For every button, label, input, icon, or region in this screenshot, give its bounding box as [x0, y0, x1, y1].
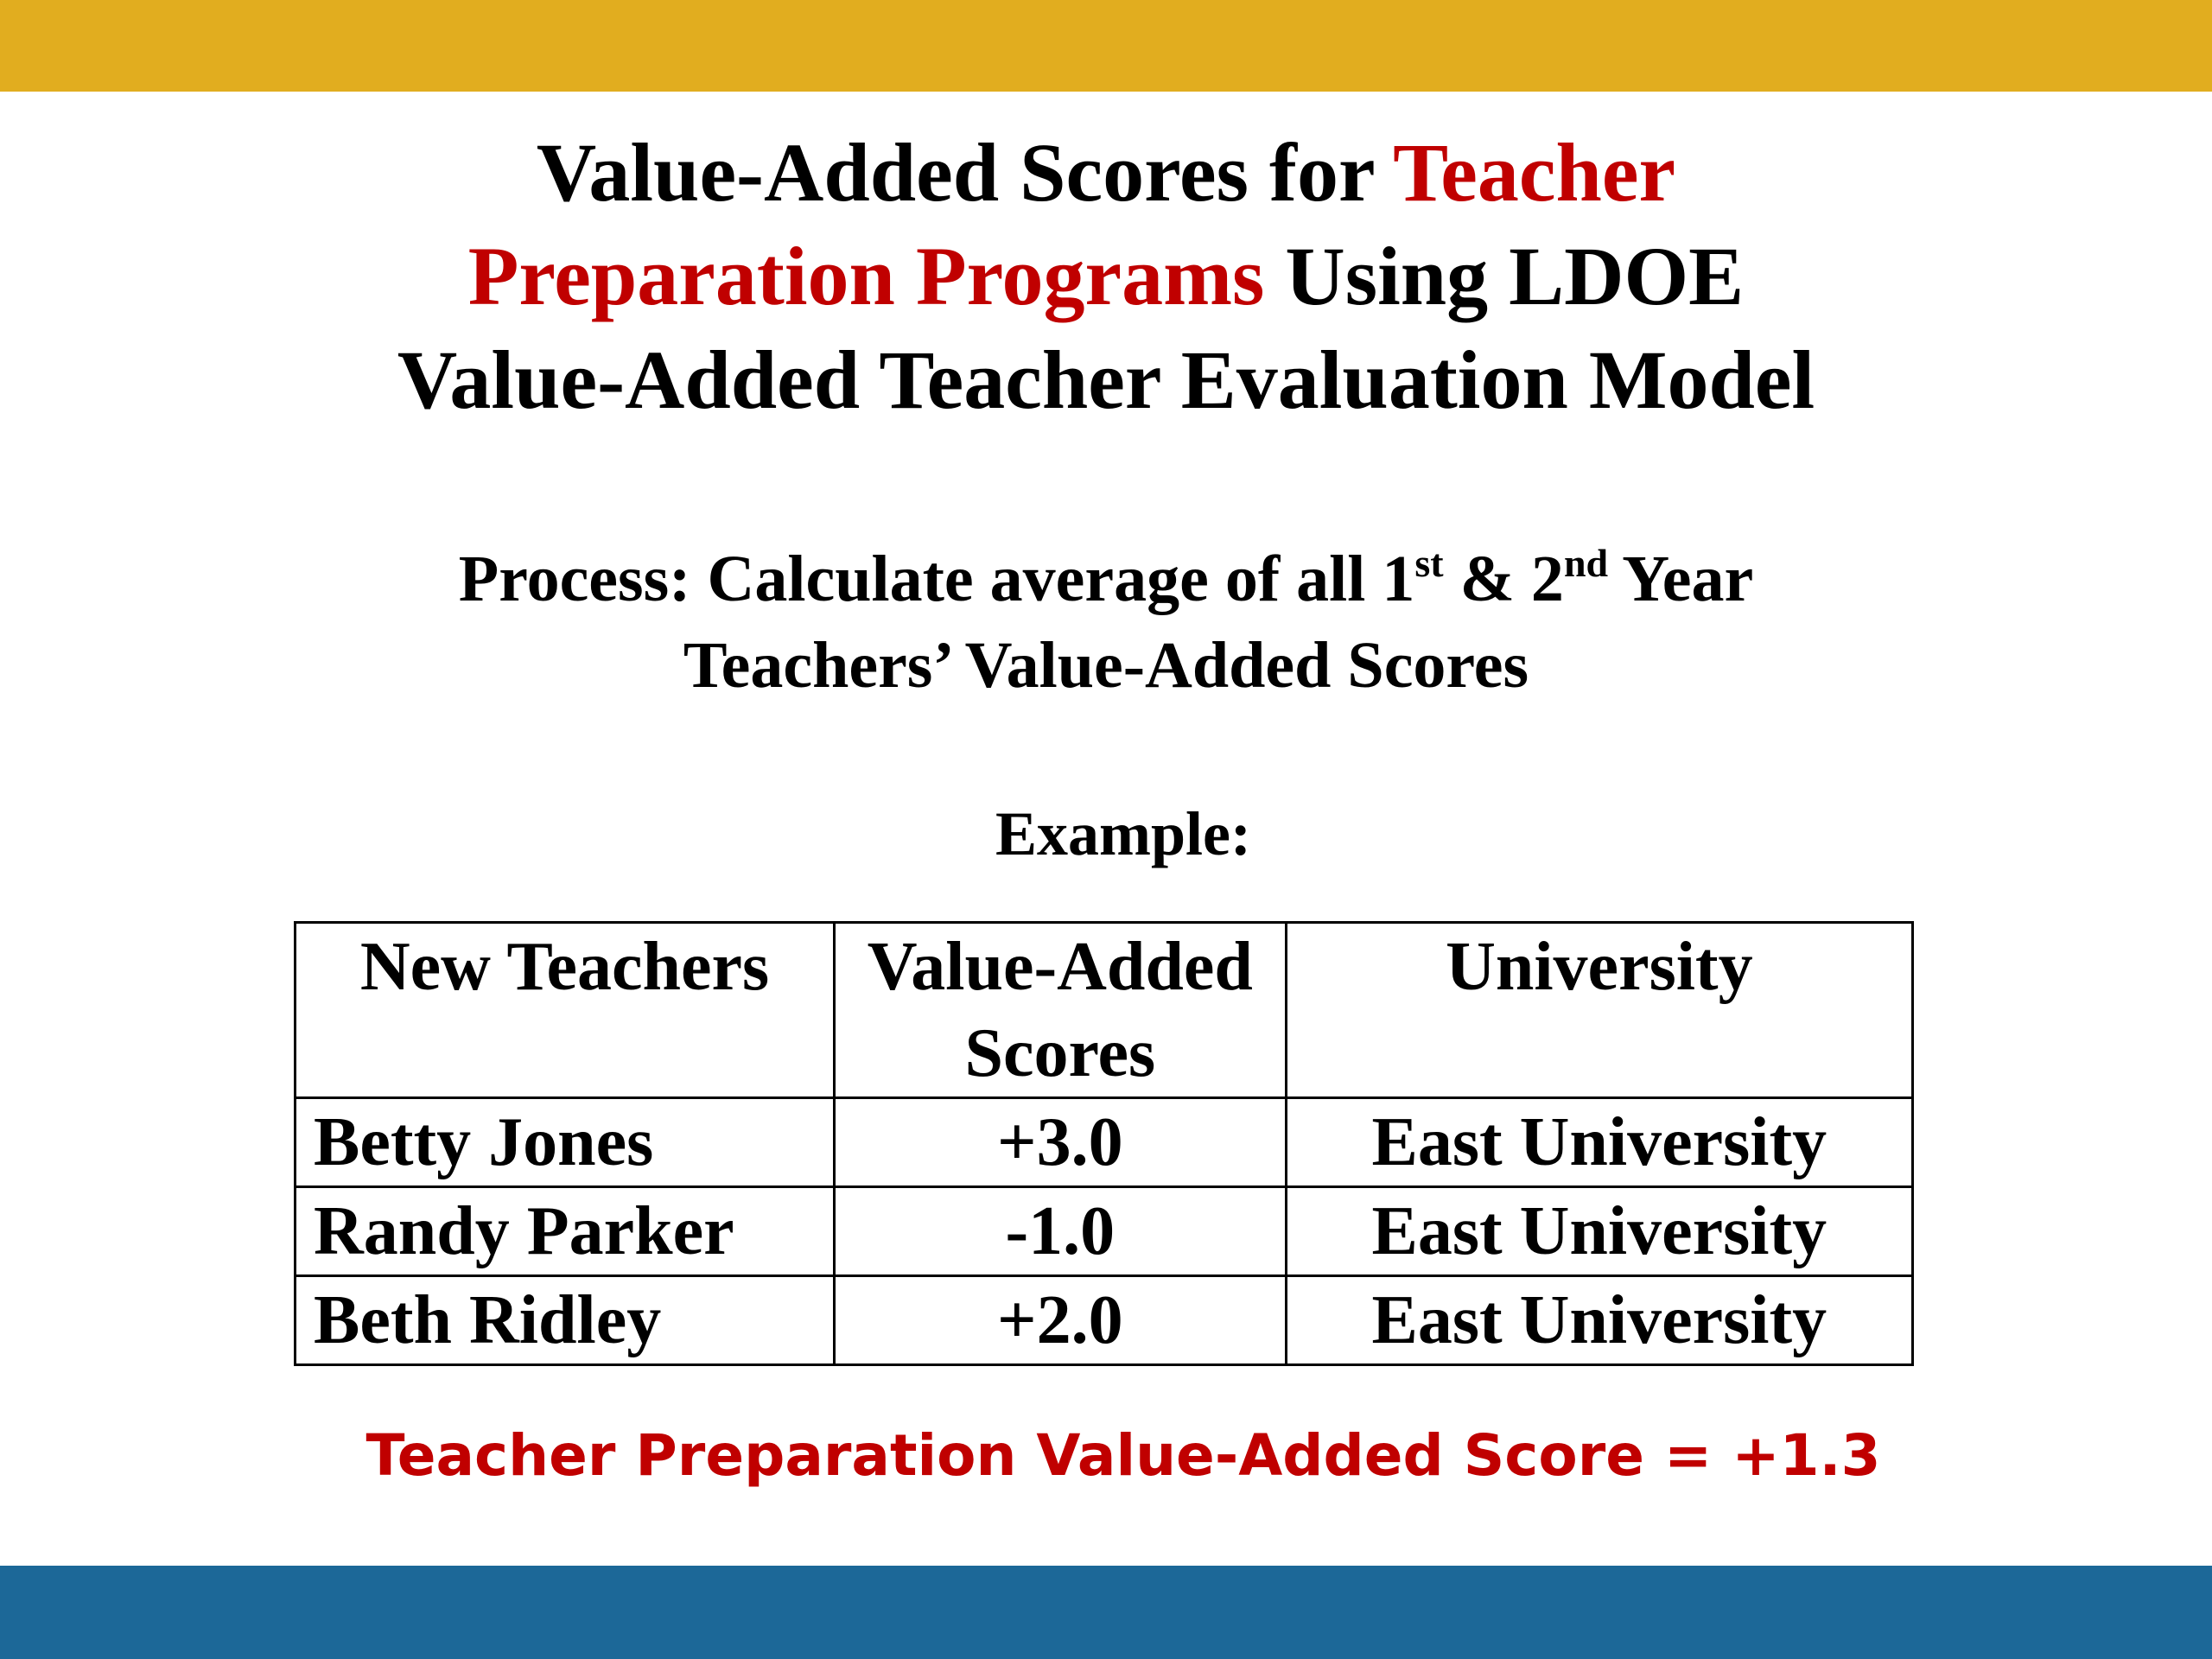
- university-cell: East University: [1286, 1098, 1912, 1187]
- slide-title: [0, 121, 2212, 432]
- title-text-part1: Value-Added Scores for: [536, 126, 1394, 219]
- teacher-name-cell: Beth Ridley: [296, 1276, 835, 1365]
- bottom-accent-bar: [0, 1566, 2212, 1659]
- score-cell: +3.0: [835, 1098, 1287, 1187]
- process-sup-second: nd: [1563, 541, 1609, 585]
- teacher-name-cell: Randy Parker: [296, 1187, 835, 1276]
- process-prefix: Process: Calculate average of all 1: [458, 543, 1415, 615]
- title-accent-part2: Preparation Programs: [467, 230, 1265, 322]
- value-added-table: [294, 921, 1914, 1366]
- table-row: [296, 1187, 1913, 1276]
- header-university: University: [1286, 923, 1912, 1098]
- header-value-added-scores: [835, 923, 1287, 1098]
- process-middle: & 2: [1443, 543, 1564, 615]
- header-score-line1: Value-Added: [867, 929, 1253, 1005]
- score-cell: -1.0: [835, 1187, 1287, 1276]
- university-cell: East University: [1286, 1276, 1912, 1365]
- table-row: [296, 1276, 1913, 1365]
- title-line3: Value-Added Teacher Evaluation Model: [397, 334, 1815, 426]
- table-header-row: [296, 923, 1913, 1098]
- process-line2: Teachers’ Value-Added Scores: [683, 629, 1529, 702]
- header-score-line2: Scores: [964, 1015, 1156, 1091]
- example-label: Example:: [995, 799, 1251, 868]
- university-cell: East University: [1286, 1187, 1912, 1276]
- title-accent-part1: Teacher: [1393, 126, 1676, 219]
- result-summary: Teacher Preparation Value-Added Score = +1.3: [365, 1422, 1881, 1489]
- table-row: [296, 1098, 1913, 1187]
- header-new-teachers: New Teachers: [296, 923, 835, 1098]
- process-description: [0, 536, 2212, 709]
- process-sup-first: st: [1414, 541, 1444, 585]
- teacher-name-cell: Betty Jones: [296, 1098, 835, 1187]
- title-text-part2: Using LDOE: [1264, 230, 1745, 322]
- process-suffix: Year: [1608, 543, 1754, 615]
- score-cell: +2.0: [835, 1276, 1287, 1365]
- top-accent-bar: [0, 0, 2212, 92]
